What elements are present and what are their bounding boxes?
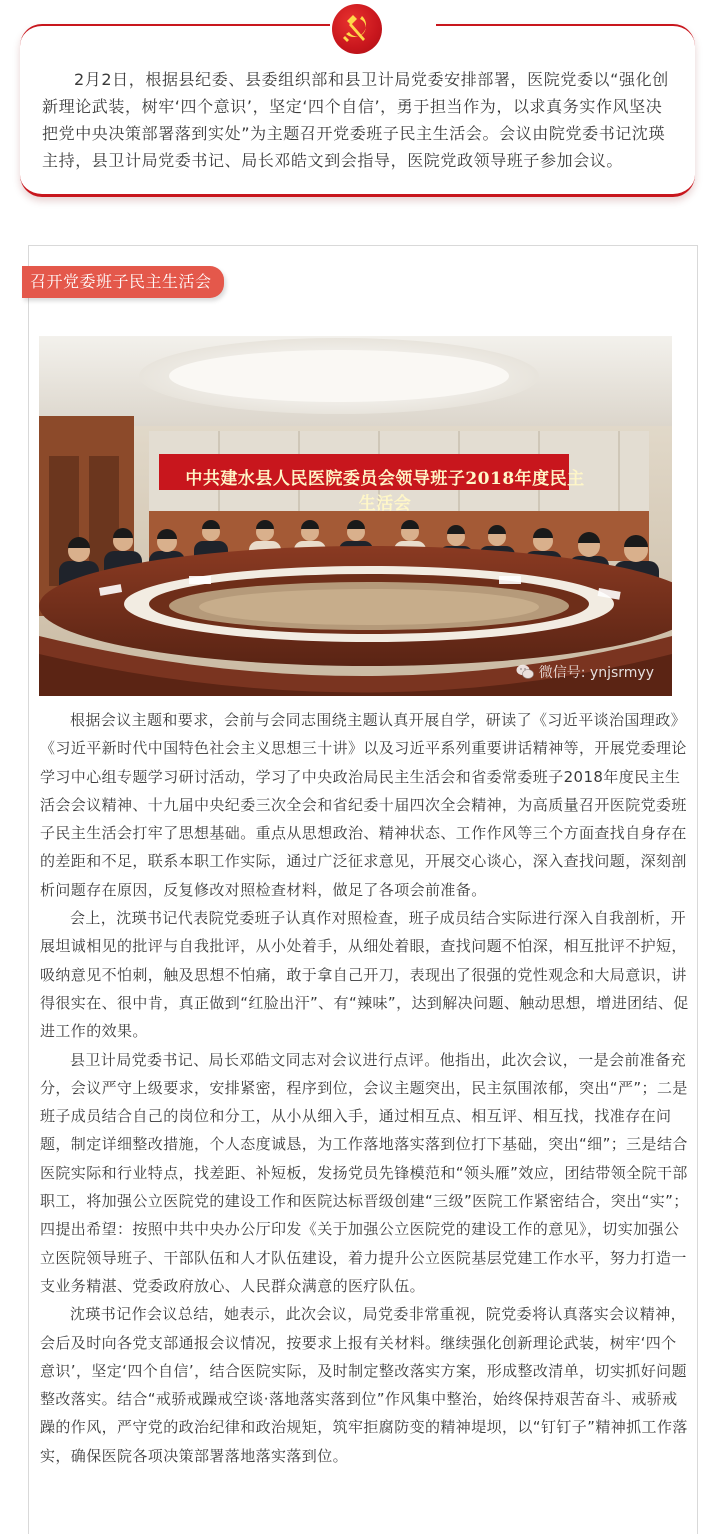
meeting-photo xyxy=(39,336,672,696)
article-paragraph: 沈瑛书记作会议总结，她表示，此次会议，局党委非常重视，院党委将认真落实会议精神，会后及时向各党支部通报会议情况，按要求上报有关材料。继续强化创新理论武装，树牢‘四个意识’，坚定‘四个自信’，结合医院实际，及时制定整改落实方案，形成整改清单，切实抓好问题整改落实。结合“戒骄戒躁戒空谈·落地落实落到位”作风集中整治，始终保持艰苦奋斗、戒骄戒躁的作风，严守党的政治纪律和政治规矩，筑牢拒腐防变的精神堤坝，以“钉钉子”精神抓工作落实，确保医院各项决策部署落地落实落到位。 xyxy=(40,1305,688,1465)
party-emblem-icon xyxy=(332,4,382,54)
wechat-watermark xyxy=(516,662,654,682)
banner-text: 中共建水县人民医院委员会领导班子2018年度民主生活会 xyxy=(185,469,585,514)
article-body xyxy=(40,706,690,1470)
watermark-text: 微信号: ynjsrmyy xyxy=(538,665,654,681)
article-paragraph: 会上，沈瑛书记代表院党委班子认真作对照检查，班子成员结合实际进行深入自我剖析，开展坦诚相见的批评与自我批评，从小处着手，从细处着眼，查找问题不怕深，相互批评不护短，吸纳意见不怕刺，触及思想不怕痛，敢于拿自己开刀，表现出了很强的党性观念和大局意识，讲得很实在、很中肯，真正做到“红脸出汗”、有“辣味”，达到解决问题、触动思想，增进团结、促进工作的效果。 xyxy=(40,909,689,1041)
article-paragraph: 根据会议主题和要求，会前与会同志围绕主题认真开展自学，研读了《习近平谈治国理政》《习近平新时代中国特色社会主义思想三十讲》以及习近平系列重要讲话精神等，开展党委理论学习中心组专题学习研讨活动，学习了中央政治局民主生活会和省委常委班子2018年度民主生活会会议精神、十九届中央纪委三次全会和省纪委十届四次全会精神，为高质量召开医院党委班子民主生活会打牢了思想基础。重点从思想政治、精神状态、工作作风等三个方面查找自身存在的差距和不足，联系本职工作实际，通过广泛征求意见，开展交心谈心，深入查找问题，深刻剖析问题存在原因，反复修改对照检查材料，做足了各项会前准备。 xyxy=(40,711,687,899)
wechat-icon xyxy=(516,664,534,680)
section-title-tag: 召开党委班子民主生活会 xyxy=(22,266,224,298)
article-paragraph: 县卫计局党委书记、局长邓皓文同志对会议进行点评。他指出，此次会议，一是会前准备充分，会议严守上级要求，安排紧密，程序到位，会议主题突出，民主氛围浓郁，突出“严”；二是班子成员结合自己的岗位和分工，从小从细入手，通过相互点、相互评、相互找，找准存在问题，制定详细整改措施，个人态度诚恳，为工作落地落实落到位打下基础，突出“细”；三是结合医院实际和行业特点，找差距、补短板，发扬党员先锋模范和“领头雁”效应，团结带领全院干部职工，将加强公立医院党的建设工作和医院达标晋级创建“三级”医院工作紧密结合，突出“实”；四提出希望：按照中共中央办公厅印发《关于加强公立医院党的建设工作的意见》，切实加强公立医院领导班子、干部队伍和人才队伍建设，着力提升公立医院基层党建工作水平，努力打造一支业务精湛、党委政府放心、人民群众满意的医疗队伍。 xyxy=(40,1050,689,1295)
intro-paragraph: 2月2日，根据县纪委、县委组织部和县卫计局党委安排部署，医院党委以“强化创新理论武装，树牢‘四个意识’，坚定‘四个自信’，勇于担当作为，以求真务实作风坚决把党中央决策部署落到实处”为主题召开党委班子民主生活会。会议由院党委书记沈瑛主持，县卫计局党委书记、局长邓皓文到会指导，医院党政领导班子参加会议。 xyxy=(42,70,669,170)
